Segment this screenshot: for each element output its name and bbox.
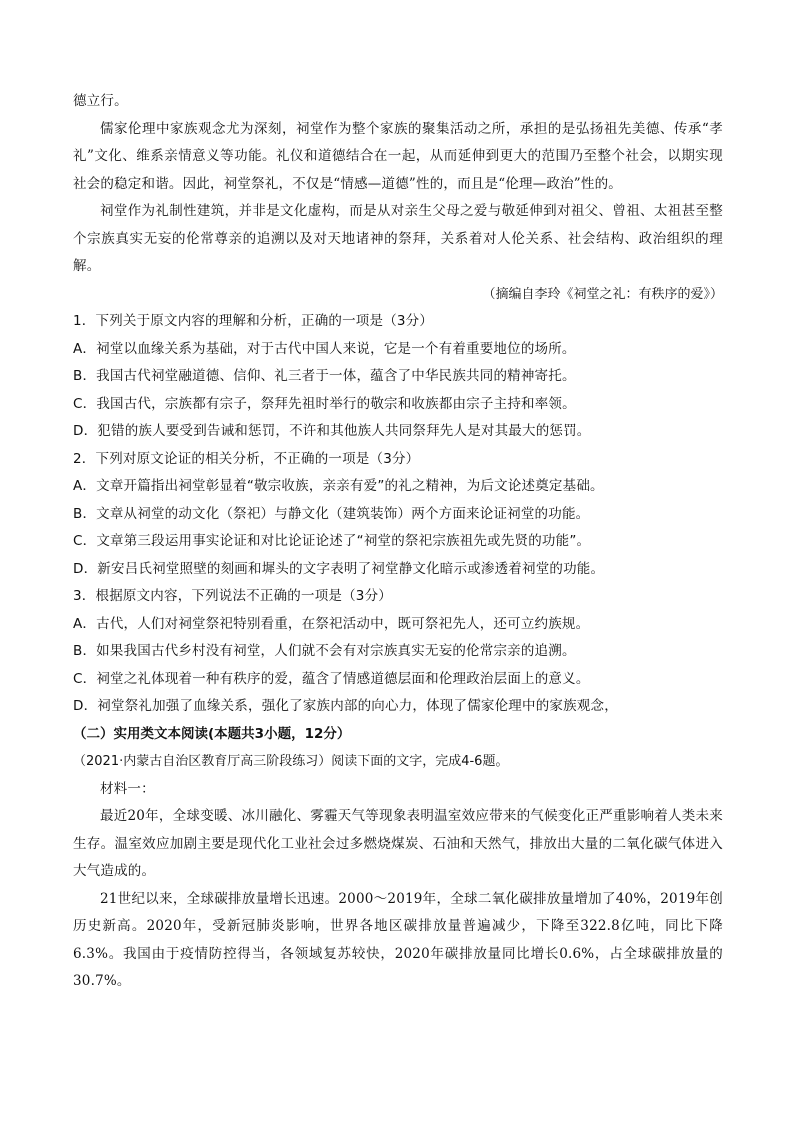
question-3 [73,583,723,721]
material-paragraph: 最近20年，全球变暖、冰川融化、雾霾天气等现象表明温室效应带来的气候变化正严重影响着人类未来生存。温室效应加剧主要是现代化工业社会过多燃烧煤炭、石油和天然气，排放出大量的二氧化碳气体进入大气造成的。 [73,808,723,879]
material-paragraph: 21世纪以来，全球碳排放量增长迅速。2000～2019年，全球二氧化碳排放量增加了40%，2019年创历史新高。2020年，受新冠肺炎影响，世界各地区碳排放量普遍减少，下降至322.8亿吨，同比下降6.3%。我国由于疫情防控得当，各领域复苏较快，2020年碳排放量同比增长0.6%，占全球碳排放量的30.7%。 [73,890,723,989]
answer-option: A．祠堂以血缘关系为基础，对于古代中国人来说，它是一个有着重要地位的场所。 [73,340,576,357]
question-1 [73,308,723,446]
answer-option: B．我国古代祠堂融道德、信仰、礼三者于一体，蕴含了中华民族共同的精神寄托。 [73,368,576,384]
answer-option: B．如果我国古代乡村没有祠堂，人们就不会有对宗族真实无妄的伦常宗亲的追溯。 [73,643,576,659]
answer-option: C．文章第三段运用事实论证和对比论证论述了“祠堂的祭祀宗族祖先或先贤的功能”。 [73,533,591,549]
answer-option: A．文章开篇指出祠堂彰显着“敬宗收族，亲亲有爱”的礼之精神，为后文论述奠定基础。 [73,478,604,494]
answer-option: D．新安吕氏祠堂照壁的刻画和墀头的文字表明了祠堂静文化暗示或渗透着祠堂的功能。 [73,560,605,577]
question-2 [73,446,723,584]
passage-fragment: 德立行。 [73,93,128,109]
passage-paragraph: 祠堂作为礼制性建筑，并非是文化虚构，而是从对亲生父母之爱与敬延伸到对祖父、曾祖、太祖甚至整个宗族真实无妄的伦常尊亲的追溯以及对天地诸神的祭拜，关系着对人伦关系、社会结构、政治组织的理解。 [73,203,723,274]
answer-option: D．犯错的族人要受到告诫和惩罚，不许和其他族人共同祭拜先人是对其最大的惩罚。 [73,423,591,439]
passage-source: （摘编自李玲《祠堂之礼：有秩序的爱》） [482,286,723,302]
answer-option: A．古代，人们对祠堂祭祀特别看重，在祭祀活动中，既可祭祀先人，还可立约族规。 [73,615,590,632]
answer-option: D．祠堂祭礼加强了血缘关系，强化了家族内部的向心力，体现了儒家伦理中的家族观念， [73,698,618,714]
question-stem: 1．下列关于原文内容的理解和分析，正确的一项是（3分） [73,313,434,329]
answer-option: B．文章从祠堂的动文化（祭祀）与静文化（建筑装饰）两个方面来论证祠堂的功能。 [73,505,590,522]
answer-option: C．我国古代，宗族都有宗子，祭拜先祖时举行的敬宗和收族都由宗子主持和率领。 [73,395,576,412]
question-stem: 3．根据原文内容，下列说法不正确的一项是（3分） [73,588,392,604]
section-heading: （二）实用类文本阅读(本题共3小题，12分） [73,725,351,742]
passage-paragraph: 儒家伦理中家族观念尤为深刻，祠堂作为整个家族的聚集活动之所，承担的是弘扬祖先美德、传承“孝礼”文化、维系亲情意义等功能。礼仪和道德结合在一起，从而延伸到更大的范围乃至整个社会，以期实现社会的稳定和谐。因此，祠堂祭礼，不仅是“情感—道德”性的，而且是“伦理—政治”性的。 [73,120,723,192]
material-label: 材料一： [100,780,155,797]
answer-option: C．祠堂之礼体现着一种有秩序的爱，蕴含了情感道德层面和伦理政治层面上的意义。 [73,670,590,687]
question-stem: 2．下列对原文论证的相关分析，不正确的一项是（3分） [73,450,420,467]
section-intro: （2021·内蒙古自治区教育厅高三阶段练习）阅读下面的文字，完成4-6题。 [73,754,509,769]
document-page [73,88,723,996]
